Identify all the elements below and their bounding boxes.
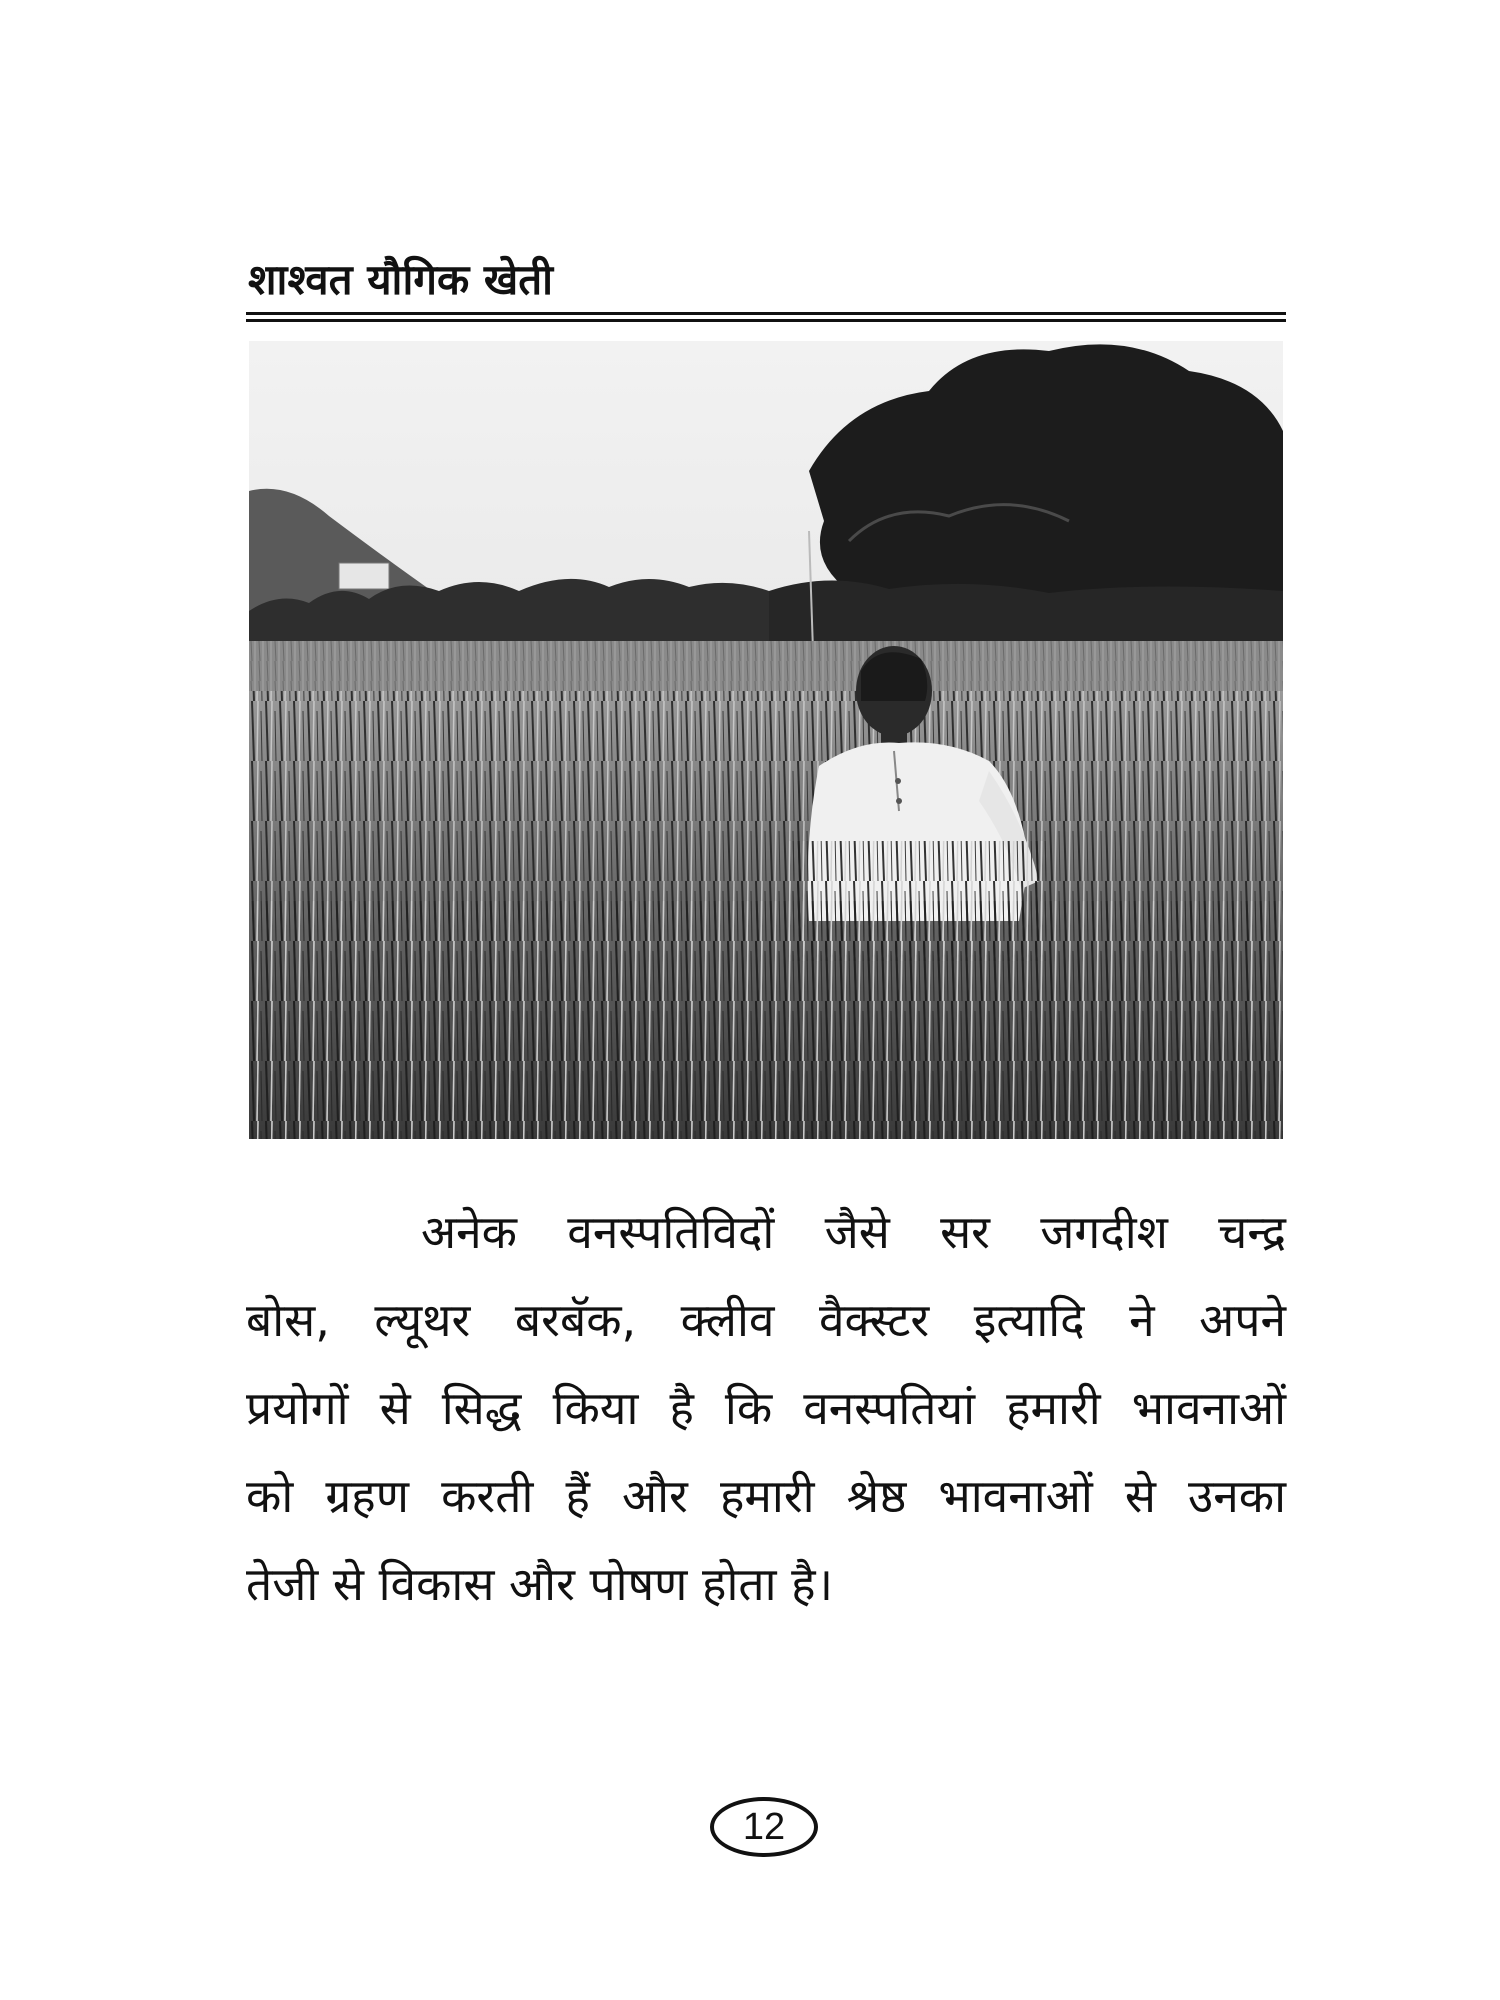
body-paragraph xyxy=(246,1188,1286,1628)
running-header-title: शाश्वत यौगिक खेती xyxy=(248,255,554,304)
paragraph-line-2: बोस, ल्यूथर बरबॅक, क्लीव वैक्स्टर इत्यादि ने अपने xyxy=(246,1293,1286,1347)
paragraph-line-1: अनेक वनस्पतिविदों जैसे सर जगदीश चन्द्र xyxy=(421,1205,1286,1259)
field-photograph xyxy=(249,341,1283,1139)
header-double-rule xyxy=(246,312,1286,322)
field-photo-illustration xyxy=(249,341,1283,1139)
paragraph-line-5: तेजी से विकास और पोषण होता है। xyxy=(246,1557,834,1611)
page-number: 12 xyxy=(710,1797,818,1857)
paragraph-line-4: को ग्रहण करती हैं और हमारी श्रेष्ठ भावनाओं से उनका xyxy=(246,1469,1286,1523)
paragraph-line-3: प्रयोगों से सिद्ध किया है कि वनस्पतियां हमारी भावनाओं xyxy=(246,1381,1286,1435)
